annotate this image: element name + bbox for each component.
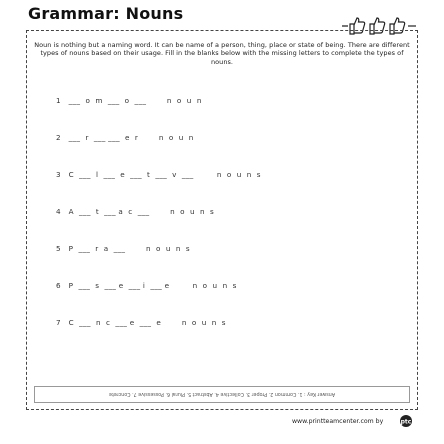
question-7[interactable]: 7 C ___ n c ___ e ___ e n o u n s <box>56 318 226 327</box>
question-1[interactable]: 1 ___ o m ___ o ___ n o u n <box>56 96 202 105</box>
answer-key-box <box>34 386 410 403</box>
intro-paragraph: Noun is nothing but a naming word. It can be name of a person, thing, place or state of being. There are different types of nouns based on their usage. Fill in the blanks below with the missing letters to complete the types of nouns. <box>34 41 410 66</box>
question-2[interactable]: 2 ___ r ___ ___ e r n o u n <box>56 133 194 142</box>
answer-key-text: Answer Key : 1. Common 2. Proper 3. Collective 4. Abstract 5. Plural 6. Possessive 7. Concrete <box>108 391 336 396</box>
page-title: Grammar: Nouns <box>28 4 184 23</box>
worksheet-frame <box>26 30 418 410</box>
question-6[interactable]: 6 P ___ s ___ e ___ i ___ e n o u n s <box>56 281 237 290</box>
svg-text:ptc: ptc <box>400 418 412 426</box>
question-4[interactable]: 4 A ___ t ___ a c ___ n o u n s <box>56 207 215 216</box>
logo-icon <box>400 415 412 427</box>
question-3[interactable]: 3 C ___ l ___ e ___ t ___ v ___ n o u n s <box>56 170 261 179</box>
question-5[interactable]: 5 P ___ r a ___ n o u n s <box>56 244 190 253</box>
footer-url: www.printteamcenter.com by <box>292 418 384 425</box>
